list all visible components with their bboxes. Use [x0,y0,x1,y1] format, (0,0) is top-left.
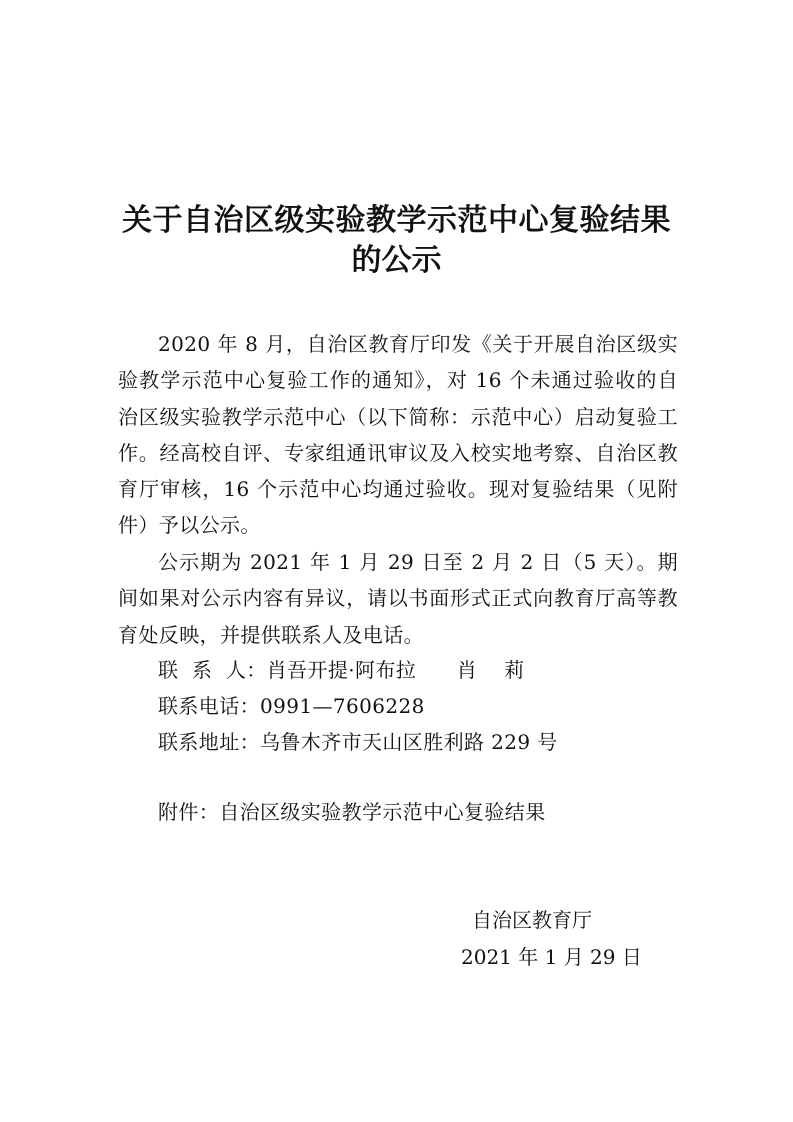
attachment-note: 附件：自治区级实验教学示范中心复验结果 [158,800,546,824]
body-paragraph-1: 2020 年 8 月，自治区教育厅印发《关于开展自治区级实验教学示范中心复验工作的通知》，对 16 个未通过验收的自治区级实验教学示范中心（以下简称：示范中心）启动复验工作。经高校自评、专家组通讯审议及入校实地考察、自治区教育厅审核，16 个示范中心均通过验收。现对复验结果（见附件）予以公示。 [118,332,678,538]
contact-phone: 联系电话：0991—7606228 [158,694,425,718]
signature-organization: 自治区教育厅 [472,908,592,932]
contact-address: 联系地址：乌鲁木齐市天山区胜利路 229 号 [158,730,558,754]
contact-person: 联 系 人：肖吾开提·阿布拉 肖 莉 [158,658,525,682]
body-paragraph-2: 公示期为 2021 年 1 月 29 日至 2 月 2 日（5 天）。期间如果对公示内容有异议，请以书面形式正式向教育厅高等教育处反映，并提供联系人及电话。 [118,550,678,647]
document-title-line-2: 的公示 [351,243,442,278]
signature-date: 2021 年 1 月 29 日 [461,945,642,969]
document-title-line-1: 关于自治区级实验教学示范中心复验结果 [122,203,671,238]
